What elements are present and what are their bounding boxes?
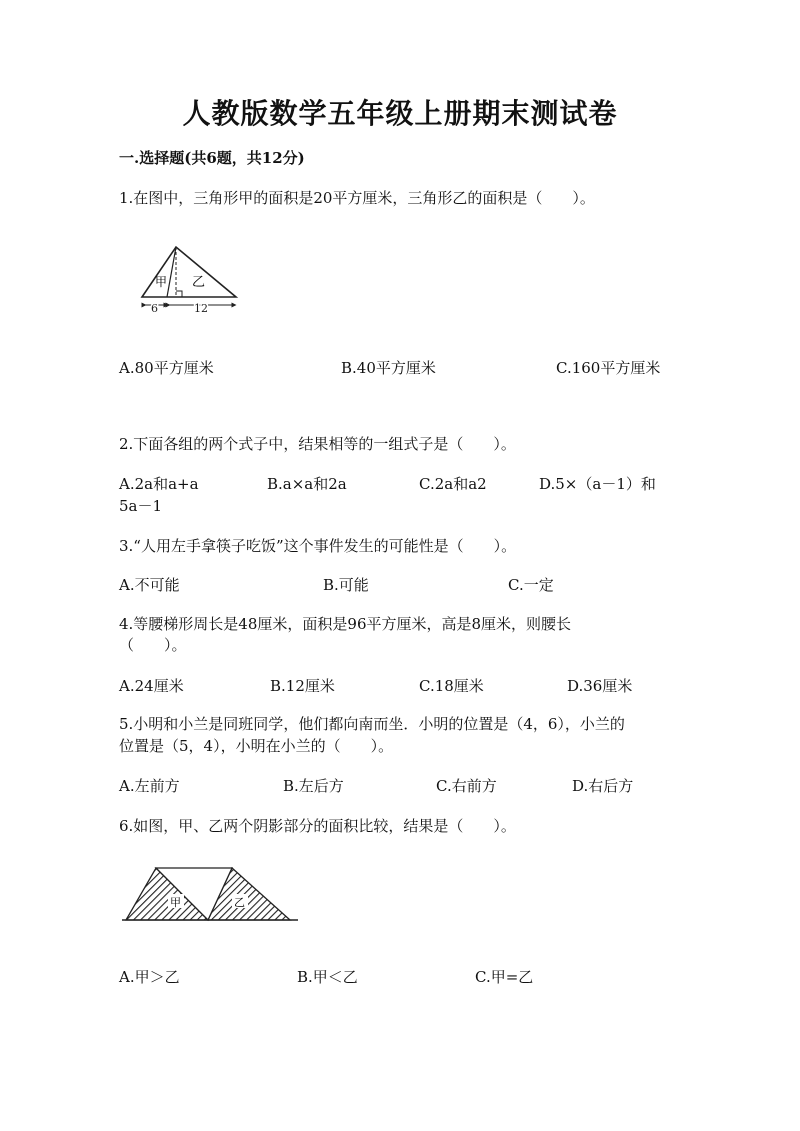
q1-option-a[interactable]: A.80平方厘米: [119, 359, 214, 377]
label-right-length: 12: [194, 302, 208, 314]
question-2-text: 2.下面各组的两个式子中，结果相等的一组式子是（ ）。: [119, 435, 516, 453]
question-6-figure: [120, 862, 300, 926]
q2-option-d[interactable]: D.5×（a－1）和: [539, 475, 656, 493]
q4-option-d[interactable]: D.36厘米: [567, 677, 633, 695]
q2-option-c[interactable]: C.2a和a2: [419, 475, 487, 493]
label-jia: 甲: [170, 896, 181, 909]
q1-option-c[interactable]: C.160平方厘米: [556, 359, 661, 377]
q4-option-c[interactable]: C.18厘米: [419, 677, 484, 695]
page-title: 人教版数学五年级上册期末测试卷: [182, 97, 618, 130]
right-angle-mark: [176, 291, 182, 297]
triangle-outline: [142, 247, 236, 297]
label-yi: 乙: [234, 896, 245, 909]
q5-option-a[interactable]: A.左前方: [119, 777, 180, 795]
q6-option-c[interactable]: C.甲=乙: [475, 968, 534, 986]
label-left-length: 6: [151, 302, 158, 314]
q4-option-b[interactable]: B.12厘米: [270, 677, 335, 695]
q3-option-b[interactable]: B.可能: [323, 576, 369, 594]
q2-option-d-continued: 5a－1: [119, 497, 163, 515]
question-5-text-line-2: 位置是（5，4），小明在小兰的（ ）。: [119, 737, 394, 755]
q6-option-a[interactable]: A.甲＞乙: [119, 968, 180, 986]
question-4-text-line-2: （ ）。: [119, 636, 187, 654]
question-1-figure: [136, 242, 240, 314]
q6-option-b[interactable]: B.甲＜乙: [297, 968, 358, 986]
q5-option-b[interactable]: B.左后方: [283, 777, 344, 795]
label-jia: 甲: [155, 275, 168, 289]
q5-option-c[interactable]: C.右前方: [436, 777, 497, 795]
question-5-text-line-1: 5.小明和小兰是同班同学，他们都向南而坐．小明的位置是（4，6），小兰的: [119, 715, 625, 733]
question-4-text-line-1: 4.等腰梯形周长是48厘米，面积是96平方厘米，高是8厘米，则腰长: [119, 615, 572, 633]
question-1-text: 1.在图中，三角形甲的面积是20平方厘米，三角形乙的面积是（ ）。: [119, 189, 595, 207]
q1-option-b[interactable]: B.40平方厘米: [341, 359, 436, 377]
q3-option-a[interactable]: A.不可能: [119, 576, 180, 594]
q2-option-a[interactable]: A.2a和a+a: [119, 475, 199, 493]
q4-option-a[interactable]: A.24厘米: [119, 677, 184, 695]
question-3-text: 3.“人用左手拿筷子吃饭”这个事件发生的可能性是（ ）。: [119, 537, 517, 555]
label-yi: 乙: [192, 275, 206, 290]
q3-option-c[interactable]: C.一定: [508, 576, 554, 594]
q5-option-d[interactable]: D.右后方: [572, 777, 634, 795]
q2-option-b[interactable]: B.a×a和2a: [267, 475, 347, 493]
question-6-text: 6.如图，甲、乙两个阴影部分的面积比较，结果是（ ）。: [119, 817, 516, 835]
section-title: 一.选择题(共6题，共12分): [119, 149, 305, 167]
